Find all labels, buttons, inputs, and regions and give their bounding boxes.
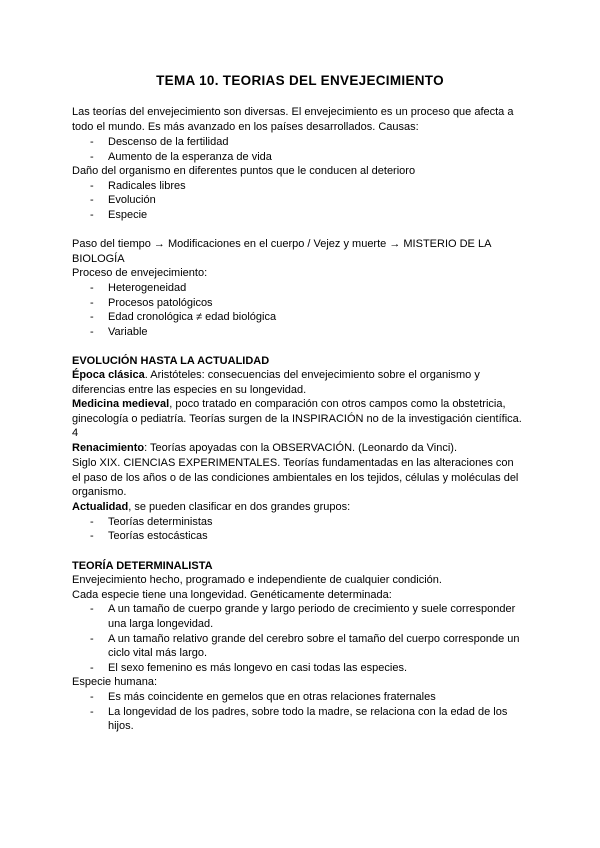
intro-line-1: Las teorías del envejecimiento son diversas. El envejecimiento es un proceso que afecta a	[72, 106, 514, 118]
siglo-line-1: Siglo XIX. CIENCIAS EXPERIMENTALES. Teorías fundamentadas en las alteraciones con	[72, 457, 514, 469]
section-heading-determinista: TEORÍA DETERMINALISTA	[72, 560, 213, 572]
list-item-continuation: una larga longevidad.	[108, 618, 214, 630]
determinista-line-1: Envejecimiento hecho, programado e independiente de cualquier condición.	[72, 574, 442, 586]
list-item-continuation: ciclo vital más largo.	[108, 647, 208, 659]
especie-humana-line: Especie humana:	[72, 676, 157, 688]
dano-line: Daño del organismo en diferentes puntos que le conducen al deterioro	[72, 165, 416, 177]
actualidad-line: Actualidad, se pueden clasificar en dos grandes grupos:	[72, 501, 351, 513]
intro-line-2: todo el mundo. Es más avanzado en los países desarrollados. Causas:	[72, 121, 419, 133]
renacimiento-line: Renacimiento: Teorías apoyadas con la OBSERVACIÓN. (Leonardo da Vinci).	[72, 442, 457, 454]
paso-line-2: BIOLOGÍA	[72, 253, 125, 265]
section-heading-evolucion: EVOLUCIÓN HASTA LA ACTUALIDAD	[72, 355, 270, 367]
proceso-line: Proceso de envejecimiento:	[72, 267, 208, 279]
determinista-line-2: Cada especie tiene una longevidad. Genéticamente determinada:	[72, 589, 392, 601]
siglo-line-2: el paso de los años o de las condiciones ambientales en los tejidos, células y moléculas del	[72, 472, 519, 484]
medicina-line-2: ginecología o pediatría. Teorías surgen de la INSPIRACIÓN no de la investigación científica.	[72, 413, 522, 425]
document-page: TEMA 10. TEORIAS DEL ENVEJECIMIENTO Las teorías del envejecimiento son diversas. El envejecimiento es un proceso que afecta a todo el mundo. Es más avanzado en los países desarrollados. Causas: - Descenso de la fertilidad - Aumento de la esperanza de vida Daño del organismo en diferentes puntos que le conducen al deterioro - Radicales libres - Evolución - Especie Paso del tiempo → Modificaciones en el cuerpo / Vejez y muerte → MISTERIO DE LA BIOLOGÍA Proceso de envejecimiento: - Heterogeneidad - Procesos patológicos - Edad cronológica ≠ edad biológica - Variable EVOLUCIÓN HASTA LA ACTUALIDAD Época clásica. Aristóteles: consecuencias del envejecimiento sobre el organismo y diferencias entre las especies en su longevidad. Medicina medieval, poco tratado en comparación con otros campos como la obstetricia, ginecología o pediatría. Teorías surgen de la INSPIRACIÓN no de la investigación científica. 4 Renacimiento: Teorías apoyadas con la OBSERVACIÓN. (Leonardo da Vinci). Siglo XIX. CIENCIAS EXPERIMENTALES. Teorías fundamentadas en las alteraciones con el paso de los años o de las condiciones ambientales en los tejidos, células y moléculas del organismo. Actualidad, se pueden clasificar en dos grandes grupos: - Teorías deterministas - Teorías estocásticas TEORÍA DETERMINALISTA Envejecimiento hecho, programado e independiente de cualquier condición. Cada especie tiene una longevidad. Genéticamente determinada: - A un tamaño de cuerpo grande y largo periodo de crecimiento y suele corresponder una larga longevidad. - A un tamaño relativo grande del cerebro sobre el tamaño del cuerpo corresponde un ciclo vital más largo. - El sexo femenino es más longevo en casi todas las especies. Especie humana: - Es más coincidente en gemelos que en otras relaciones fraternales - La longevidad de los padres, sobre todo la madre, se relaciona con la edad de los hijos.	[0, 0, 600, 848]
epoca-line-2: diferencias entre las especies en su longevidad.	[72, 384, 307, 396]
page-number: 4	[72, 427, 79, 439]
paso-line-1: Paso del tiempo → Modificaciones en el cuerpo / Vejez y muerte → MISTERIO DE LA	[72, 238, 492, 250]
medicina-line-1: Medicina medieval, poco tratado en comparación con otros campos como la obstetricia,	[72, 398, 506, 410]
epoca-line-1: Época clásica. Aristóteles: consecuencias del envejecimiento sobre el organismo y	[72, 369, 480, 381]
siglo-line-3: organismo.	[72, 486, 127, 498]
page-title: TEMA 10. TEORIAS DEL ENVEJECIMIENTO	[156, 73, 444, 88]
list-item-continuation: hijos.	[108, 720, 134, 732]
